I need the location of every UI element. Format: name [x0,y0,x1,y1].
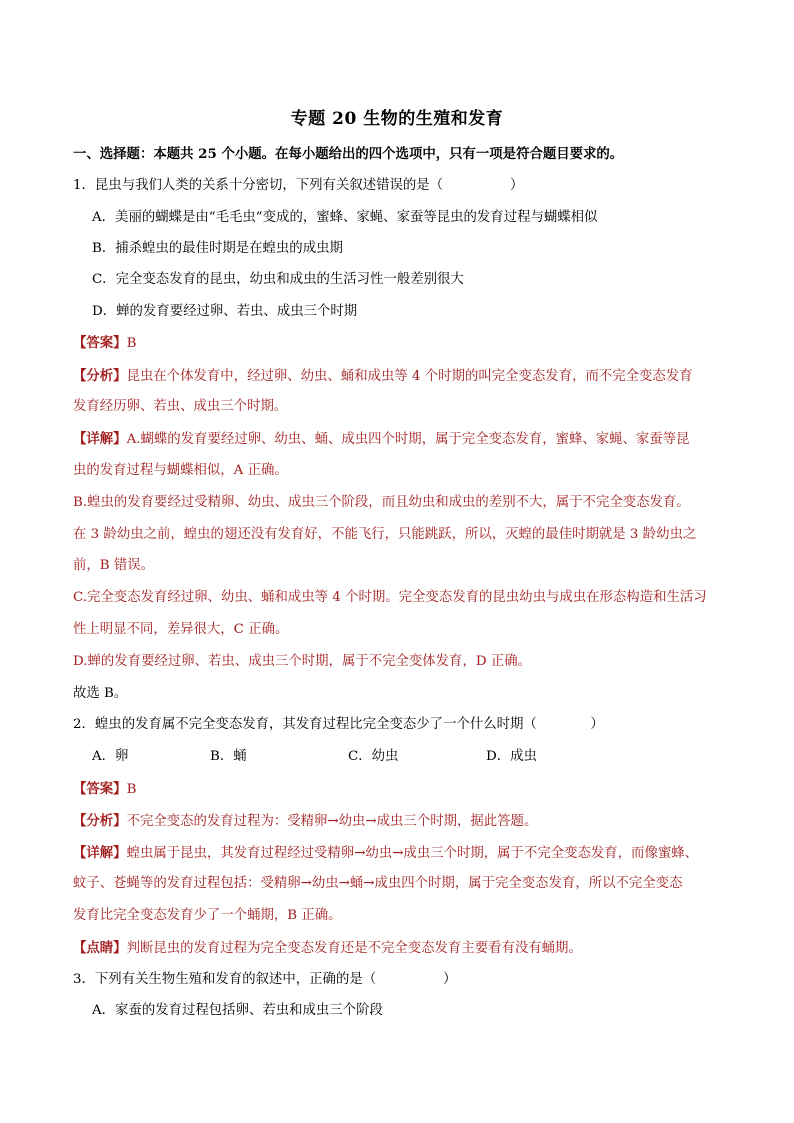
question-1-option-c: C．完全变态发育的昆虫，幼虫和成虫的生活习性一般差别很大 [92,272,464,287]
detail-text: 蝗虫属于昆虫，其发育过程经过受精卵→幼虫→成虫三个时期，属于不完全变态发育，而像蜜蜂、 [126,846,699,861]
question-2-detail [73,843,733,864]
detail-tag: 【详解】 [73,845,127,861]
question-2-option-a: A．卵 [92,749,129,764]
question-2-option-b: B．蛹 [210,749,247,764]
question-1-detail-2: 虫的发育过程与蝴蝶相似，A 正确。 [73,463,288,478]
analysis-tag: 【分析】 [73,368,127,384]
question-1-answer [73,333,733,354]
detail-text: A.蝴蝶的发育要经过卵、幼虫、蛹、成虫四个时期，属于完全变态发育，蜜蜂、家蝇、家蚕等昆 [126,432,690,447]
question-2-answer [73,779,733,800]
question-1-detail-4: 在 3 龄幼虫之前，蝗虫的翅还没有发育好，不能飞行，只能跳跃，所以，灭蝗的最佳时期就是 3 龄幼虫之 [73,527,697,542]
question-2-detail-2: 蚊子、苍蝇等的发育过程包括：受精卵→幼虫→蛹→成虫四个时期，属于完全变态发育，所以不完全变态 [73,876,683,891]
question-1-analysis [73,366,733,387]
page-title: 专题 20 生物的生殖和发育 [290,109,504,129]
question-1-detail-6: C.完全变态发育经过卵、幼虫、蛹和成虫等 4 个时期。完全变态发育的昆虫幼虫与成虫在形态构造和生活习 [73,590,707,605]
answer-tag: 【答案】 [73,335,127,351]
question-2-option-c: C．幼虫 [348,749,399,764]
question-2-stem: 2．蝗虫的发育属不完全变态发育，其发育过程比完全变态少了一个什么时期（ ） [73,717,604,732]
question-1-detail-5: 前，B 错误。 [73,558,155,573]
answer-tag: 【答案】 [73,781,127,797]
question-2-detail-3: 发育比完全变态发育少了一个蛹期，B 正确。 [73,908,342,923]
detail-tag: 【详解】 [73,431,127,447]
question-1-detail-8: D.蝉的发育要经过卵、若虫、成虫三个时期，属于不完全变体发育，D 正确。 [73,654,532,669]
question-1-option-b: B．捕杀蝗虫的最佳时期是在蝗虫的成虫期 [92,241,343,256]
question-1-option-a: A．美丽的蝴蝶是由“毛毛虫”变成的，蜜蜂、家蝇、家蚕等昆虫的发育过程与蝴蝶相似 [92,210,598,225]
question-2-point [73,938,733,959]
answer-value: B [126,336,137,351]
question-1-detail [73,429,733,450]
question-1-conclusion: 故选 B。 [73,686,128,701]
question-2-option-d: D．成虫 [486,749,537,764]
analysis-text: 不完全变态的发育过程为：受精卵→幼虫→成虫三个时期，据此答题。 [126,814,538,829]
answer-value: B [126,782,137,797]
question-1-detail-3: B.蝗虫的发育要经过受精卵、幼虫、成虫三个阶段，而且幼虫和成虫的差别不大，属于不完全变态发育。 [73,495,690,510]
question-1-option-d: D．蝉的发育要经过卵、若虫、成虫三个时期 [92,304,358,319]
analysis-text: 昆虫在个体发育中，经过卵、幼虫、蛹和成虫等 4 个时期的叫完全变态发育，而不完全变态发育 [126,369,693,384]
point-text: 判断昆虫的发育过程为完全变态发育还是不完全变态发育主要看有没有蛹期。 [126,941,582,956]
question-1-analysis-cont: 发育经历卵、若虫、成虫三个时期。 [73,399,288,414]
section-heading: 一、选择题：本题共 25 个小题。在每小题给出的四个选项中，只有一项是符合题目要求的。 [73,146,624,162]
question-3-stem: 3．下列有关生物生殖和发育的叙述中，正确的是（ ） [73,972,457,987]
analysis-tag: 【分析】 [73,813,127,829]
question-1-stem: 1．昆虫与我们人类的关系十分密切，下列有关叙述错误的是（ ） [73,178,524,193]
point-tag: 【点睛】 [73,940,127,956]
question-3-option-a: A．家蚕的发育过程包括卵、若虫和成虫三个阶段 [92,1003,383,1018]
question-1-detail-7: 性上明显不同，差异很大，C 正确。 [73,622,289,637]
question-2-analysis [73,811,733,832]
